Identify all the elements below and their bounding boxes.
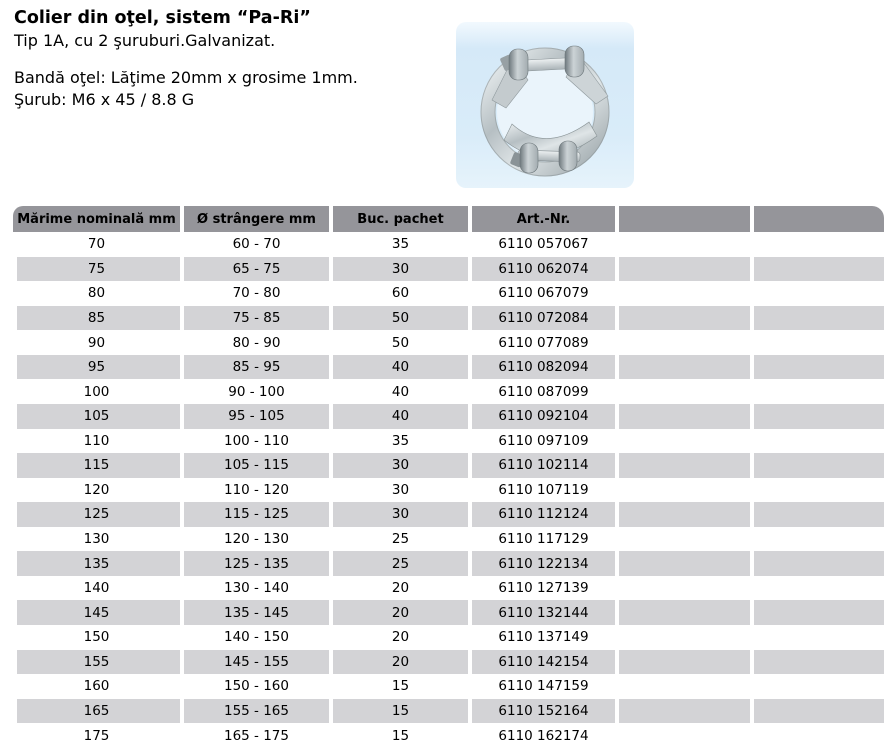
table-row [13, 257, 884, 282]
cell-art-nr: 6110 162174 [472, 723, 615, 748]
cell-empty-1 [619, 453, 750, 478]
table-row [13, 306, 884, 331]
cell-art-nr: 6110 152164 [472, 699, 615, 724]
cell-empty-2 [754, 551, 884, 576]
product-table [13, 206, 884, 748]
cell-empty-1 [619, 551, 750, 576]
cell-empty-1 [619, 674, 750, 699]
table-row [13, 625, 884, 650]
column-header-art-nr: Art.-Nr. [472, 206, 615, 232]
cell-empty-1 [619, 429, 750, 454]
intro-block [14, 6, 358, 111]
cell-empty-2 [754, 576, 884, 601]
cell-art-nr: 6110 077089 [472, 330, 615, 355]
cell-buc-pachet: 25 [333, 551, 468, 576]
cell-art-nr: 6110 102114 [472, 453, 615, 478]
table-row [13, 600, 884, 625]
cell-buc-pachet: 20 [333, 650, 468, 675]
cell-empty-1 [619, 527, 750, 552]
cell-art-nr: 6110 067079 [472, 281, 615, 306]
column-header-empty-2 [754, 206, 884, 232]
cell-marime-nominala: 110 [13, 429, 180, 454]
cell-strangere: 60 - 70 [184, 232, 329, 257]
product-photo [456, 22, 634, 188]
column-header-buc-pachet: Buc. pachet [333, 206, 468, 232]
cell-buc-pachet: 25 [333, 527, 468, 552]
cell-marime-nominala: 155 [13, 650, 180, 675]
cell-buc-pachet: 20 [333, 625, 468, 650]
cell-strangere: 95 - 105 [184, 404, 329, 429]
cell-strangere: 90 - 100 [184, 379, 329, 404]
cell-strangere: 75 - 85 [184, 306, 329, 331]
cell-art-nr: 6110 112124 [472, 502, 615, 527]
page-subtitle: Tip 1A, cu 2 şuruburi.Galvanizat. [14, 31, 276, 50]
column-header-strangere: Ø strângere mm [184, 206, 329, 232]
cell-buc-pachet: 40 [333, 404, 468, 429]
cell-marime-nominala: 140 [13, 576, 180, 601]
cell-empty-1 [619, 281, 750, 306]
cell-buc-pachet: 50 [333, 306, 468, 331]
cell-empty-1 [619, 699, 750, 724]
table-row [13, 502, 884, 527]
spec-line-band: Bandă oţel: Lăţime 20mm x grosime 1mm. [14, 68, 358, 87]
cell-strangere: 140 - 150 [184, 625, 329, 650]
table-row [13, 429, 884, 454]
cell-marime-nominala: 85 [13, 306, 180, 331]
cell-empty-2 [754, 257, 884, 282]
table-row [13, 699, 884, 724]
cell-buc-pachet: 30 [333, 453, 468, 478]
cell-buc-pachet: 30 [333, 257, 468, 282]
cell-buc-pachet: 15 [333, 674, 468, 699]
table-row [13, 478, 884, 503]
spec-line-screw: Şurub: M6 x 45 / 8.8 G [14, 90, 195, 109]
cell-empty-2 [754, 330, 884, 355]
cell-strangere: 80 - 90 [184, 330, 329, 355]
cell-strangere: 165 - 175 [184, 723, 329, 748]
cell-strangere: 150 - 160 [184, 674, 329, 699]
cell-empty-2 [754, 527, 884, 552]
table-body [13, 232, 884, 748]
cell-empty-1 [619, 306, 750, 331]
cell-empty-2 [754, 502, 884, 527]
table-row [13, 330, 884, 355]
cell-empty-2 [754, 625, 884, 650]
cell-strangere: 110 - 120 [184, 478, 329, 503]
cell-buc-pachet: 40 [333, 379, 468, 404]
column-header-marime-nominala: Mărime nominală mm [13, 206, 180, 232]
cell-strangere: 125 - 135 [184, 551, 329, 576]
cell-marime-nominala: 130 [13, 527, 180, 552]
cell-empty-1 [619, 355, 750, 380]
cell-art-nr: 6110 057067 [472, 232, 615, 257]
cell-art-nr: 6110 127139 [472, 576, 615, 601]
cell-empty-1 [619, 404, 750, 429]
cell-empty-2 [754, 650, 884, 675]
cell-empty-2 [754, 453, 884, 478]
cell-marime-nominala: 95 [13, 355, 180, 380]
cell-empty-1 [619, 232, 750, 257]
cell-marime-nominala: 120 [13, 478, 180, 503]
cell-marime-nominala: 100 [13, 379, 180, 404]
cell-buc-pachet: 60 [333, 281, 468, 306]
cell-strangere: 120 - 130 [184, 527, 329, 552]
cell-marime-nominala: 125 [13, 502, 180, 527]
cell-art-nr: 6110 097109 [472, 429, 615, 454]
cell-empty-2 [754, 355, 884, 380]
cell-strangere: 135 - 145 [184, 600, 329, 625]
cell-marime-nominala: 145 [13, 600, 180, 625]
cell-empty-2 [754, 232, 884, 257]
cell-empty-1 [619, 330, 750, 355]
cell-buc-pachet: 15 [333, 699, 468, 724]
cell-buc-pachet: 35 [333, 429, 468, 454]
cell-marime-nominala: 160 [13, 674, 180, 699]
cell-art-nr: 6110 082094 [472, 355, 615, 380]
cell-buc-pachet: 20 [333, 600, 468, 625]
table-row [13, 404, 884, 429]
table-row [13, 527, 884, 552]
table-row [13, 453, 884, 478]
cell-buc-pachet: 20 [333, 576, 468, 601]
cell-empty-1 [619, 478, 750, 503]
table-row [13, 355, 884, 380]
cell-strangere: 70 - 80 [184, 281, 329, 306]
cell-empty-2 [754, 478, 884, 503]
cell-buc-pachet: 30 [333, 478, 468, 503]
cell-art-nr: 6110 137149 [472, 625, 615, 650]
cell-buc-pachet: 40 [333, 355, 468, 380]
pipe-clamp-illustration [456, 22, 634, 188]
cell-strangere: 115 - 125 [184, 502, 329, 527]
cell-buc-pachet: 30 [333, 502, 468, 527]
cell-art-nr: 6110 132144 [472, 600, 615, 625]
cell-strangere: 85 - 95 [184, 355, 329, 380]
cell-empty-2 [754, 699, 884, 724]
cell-art-nr: 6110 092104 [472, 404, 615, 429]
cell-marime-nominala: 135 [13, 551, 180, 576]
cell-marime-nominala: 70 [13, 232, 180, 257]
table-row [13, 723, 884, 748]
cell-marime-nominala: 165 [13, 699, 180, 724]
table-row [13, 281, 884, 306]
column-header-empty-1 [619, 206, 750, 232]
cell-empty-2 [754, 404, 884, 429]
cell-empty-2 [754, 600, 884, 625]
cell-strangere: 105 - 115 [184, 453, 329, 478]
cell-art-nr: 6110 072084 [472, 306, 615, 331]
cell-marime-nominala: 105 [13, 404, 180, 429]
spec-block [14, 67, 358, 111]
table-row [13, 650, 884, 675]
cell-marime-nominala: 150 [13, 625, 180, 650]
cell-art-nr: 6110 117129 [472, 527, 615, 552]
table-row [13, 379, 884, 404]
cell-empty-1 [619, 600, 750, 625]
cell-art-nr: 6110 147159 [472, 674, 615, 699]
cell-art-nr: 6110 142154 [472, 650, 615, 675]
cell-empty-2 [754, 723, 884, 748]
cell-buc-pachet: 50 [333, 330, 468, 355]
table-row [13, 232, 884, 257]
cell-strangere: 100 - 110 [184, 429, 329, 454]
cell-empty-2 [754, 429, 884, 454]
cell-art-nr: 6110 107119 [472, 478, 615, 503]
cell-strangere: 130 - 140 [184, 576, 329, 601]
table-row [13, 576, 884, 601]
table-row [13, 674, 884, 699]
cell-marime-nominala: 115 [13, 453, 180, 478]
cell-empty-2 [754, 674, 884, 699]
cell-empty-1 [619, 625, 750, 650]
cell-empty-2 [754, 306, 884, 331]
cell-art-nr: 6110 062074 [472, 257, 615, 282]
cell-empty-1 [619, 650, 750, 675]
cell-empty-1 [619, 723, 750, 748]
cell-empty-1 [619, 576, 750, 601]
cell-empty-1 [619, 502, 750, 527]
cell-buc-pachet: 35 [333, 232, 468, 257]
page-title: Colier din oţel, sistem “Pa-Ri” [14, 8, 311, 28]
cell-buc-pachet: 15 [333, 723, 468, 748]
cell-empty-2 [754, 281, 884, 306]
cell-empty-1 [619, 257, 750, 282]
cell-marime-nominala: 80 [13, 281, 180, 306]
cell-art-nr: 6110 087099 [472, 379, 615, 404]
cell-empty-2 [754, 379, 884, 404]
cell-strangere: 155 - 165 [184, 699, 329, 724]
cell-marime-nominala: 175 [13, 723, 180, 748]
cell-art-nr: 6110 122134 [472, 551, 615, 576]
cell-strangere: 145 - 155 [184, 650, 329, 675]
table-header-row [13, 206, 884, 232]
cell-empty-1 [619, 379, 750, 404]
cell-marime-nominala: 75 [13, 257, 180, 282]
cell-strangere: 65 - 75 [184, 257, 329, 282]
table-row [13, 551, 884, 576]
cell-marime-nominala: 90 [13, 330, 180, 355]
